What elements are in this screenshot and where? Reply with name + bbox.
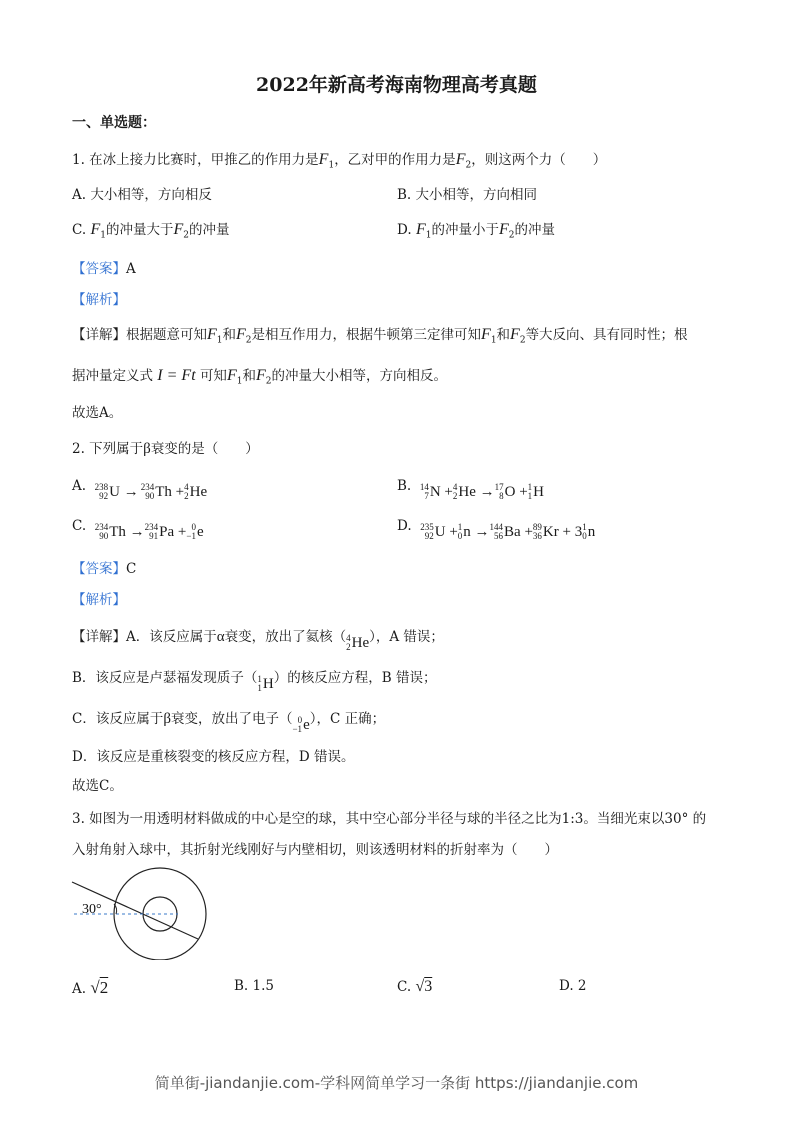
q1-answer: 【答案】A (72, 261, 136, 277)
q1-detail-line2: 据冲量定义式 I = Ft 可知$F_1$和$F_2$的冲量大小相等，方向相反。 (72, 367, 447, 387)
q3-option-a: A. √2 (72, 978, 109, 997)
q1-conclusion: 故选A。 (72, 405, 123, 421)
q3-stem-line1: 3. 如图为一用透明材料做成的中心是空的球，其中空心部分半径与球的半径之比为1:3。当细光束以30° 的 (72, 811, 707, 827)
q1-option-c: C. $F_1$的冲量大于$F_2$的冲量 (72, 221, 230, 241)
q2-option-b: B. 14 7 N + 4 2 He → 17 8 O + 1 1 H (397, 478, 544, 501)
q1-option-d: D. $F_1$的冲量小于$F_2$的冲量 (397, 221, 555, 241)
q2-answer: 【答案】C (72, 561, 137, 577)
q2-option-a: A. 238 92 U → 234 90 Th + 4 2 He (72, 478, 208, 501)
q3-option-b: B. 1.5 (234, 978, 274, 994)
q3-stem-line2: 入射角射入球中，其折射光线刚好与内壁相切，则该透明材料的折射率为（ ） (72, 842, 558, 858)
q3-option-c: C. √3 (397, 978, 433, 995)
q2-detail-c: C．该反应属于β衰变，放出了电子（ 0 −1 e），C 正确； (72, 711, 386, 734)
q2-detail-b: B．该反应是卢瑟福发现质子（ 1 1 H）的核反应方程，B 错误； (72, 670, 437, 693)
q2-option-c: C. 234 90 Th → 234 91 Pa + 0 −1 e (72, 518, 204, 541)
page-title: 2022年新高考海南物理高考真题 (256, 74, 537, 96)
q2-stem: 2. 下列属于β衰变的是（ ） (72, 441, 259, 457)
q1-detail-line1: 【详解】根据题意可知$F_1$和$F_2$是相互作用力，根据牛顿第三定律可知$F_1$和$F_2$等大反向、具有同时性；根 (72, 326, 688, 346)
equation-b: 14 7 N + 4 2 He → 17 8 O + 1 1 H (419, 482, 544, 501)
q2-analysis-label: 【解析】 (72, 592, 126, 608)
equation-d: 235 92 U + 1 0 n → 144 56 Ba + 89 36 Kr + 3 1 0 n (420, 522, 596, 541)
angle-label: 30° (82, 902, 102, 917)
q1-option-a: A. 大小相等，方向相反 (72, 187, 212, 203)
q1-option-b: B. 大小相等，方向相同 (397, 187, 538, 203)
q2-detail-d: D．该反应是重核裂变的核反应方程，D 错误。 (72, 749, 355, 765)
q2-detail-a: 【详解】A．该反应属于α衰变，放出了氦核（ 4 2 He），A 错误； (72, 629, 444, 652)
section-heading: 一、单选题： (72, 115, 156, 131)
hollow-sphere-diagram (68, 860, 228, 960)
equation-a: 238 92 U → 234 90 Th + 4 2 He (94, 482, 208, 501)
q3-option-d: D. 2 (559, 978, 587, 994)
q1-stem: 1. 在冰上接力比赛时，甲推乙的作用力是$F_1$，乙对甲的作用力是$F_2$，则这两个力（ ） (72, 151, 607, 171)
equation-c: 234 90 Th → 234 91 Pa + 0 −1 e (94, 522, 204, 541)
q2-conclusion: 故选C。 (72, 778, 123, 794)
q1-analysis-label: 【解析】 (72, 292, 126, 308)
footer-watermark: 简单街-jiandanjie.com-学科网简单学习一条街 https://jiandanjie.com (154, 1074, 639, 1092)
q2-option-d: D. 235 92 U + 1 0 n → 144 56 Ba + 89 36 Kr + 3 1 0 n (397, 518, 596, 541)
